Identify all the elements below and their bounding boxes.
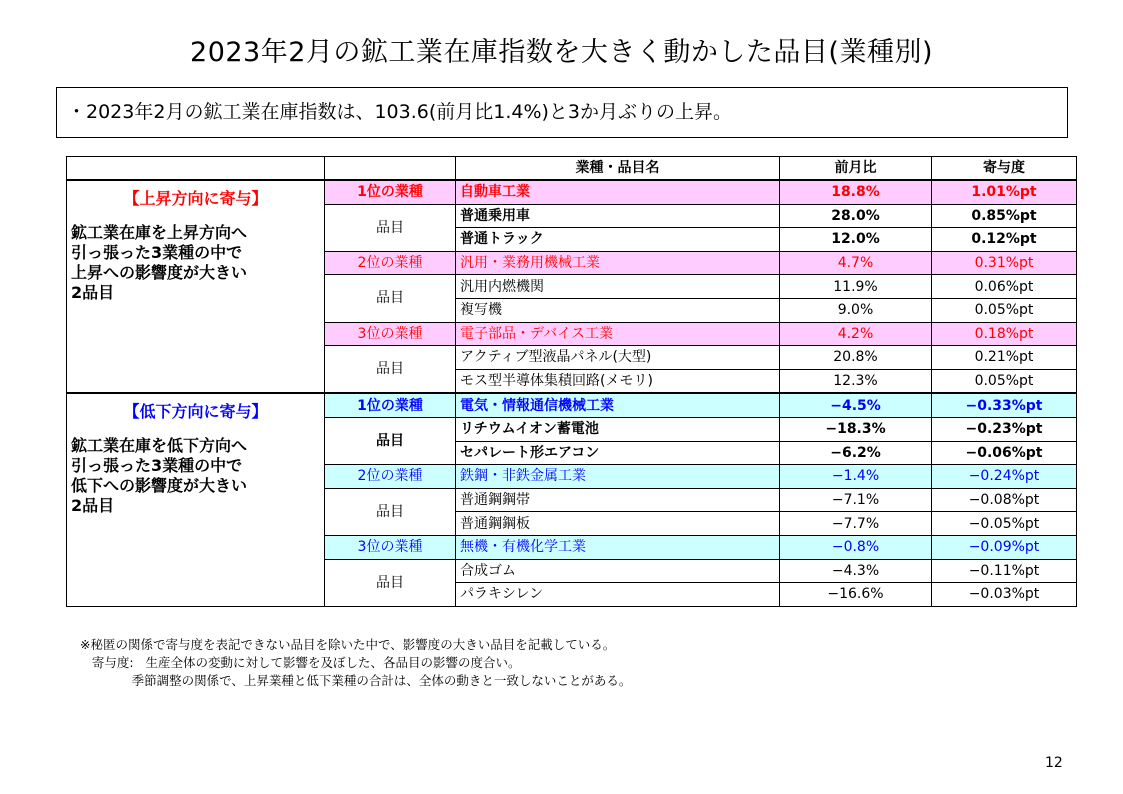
summary-box: ・2023年2月の鉱工業在庫指数は、103.6(前月比1.4%)と3か月ぶりの上昇。 xyxy=(56,87,1068,138)
item-label: 品目 xyxy=(325,559,456,606)
industry-rank: 1位の業種 xyxy=(325,180,456,204)
industry-name: 自動車工業 xyxy=(456,180,780,204)
industry-mom: 18.8% xyxy=(780,180,932,204)
footnote-line: 寄与度: 生産全体の変動に対して影響を及ぼした、各品目の影響の度合い。 xyxy=(80,655,521,670)
item-mom: −18.3% xyxy=(780,417,932,441)
industry-rank: 2位の業種 xyxy=(325,465,456,489)
item-mom: −7.7% xyxy=(780,512,932,536)
header-contribution: 寄与度 xyxy=(932,157,1077,181)
item-name: 普通トラック xyxy=(456,228,780,252)
footnotes xyxy=(80,636,631,690)
header-blank-2 xyxy=(325,157,456,181)
industry-row-down-1 xyxy=(67,393,1077,417)
item-mom: 20.8% xyxy=(780,346,932,370)
item-mom: 28.0% xyxy=(780,204,932,228)
table-header-row xyxy=(67,157,1077,181)
industry-mom: 4.7% xyxy=(780,251,932,275)
item-name: パラキシレン xyxy=(456,583,780,607)
item-mom: 12.0% xyxy=(780,228,932,252)
item-name: セパレート形エアコン xyxy=(456,441,780,465)
item-name: モス型半導体集積回路(メモリ) xyxy=(456,369,780,393)
item-name: 普通鋼鋼帯 xyxy=(456,488,780,512)
page-number: 12 xyxy=(1045,755,1063,771)
item-label: 品目 xyxy=(325,488,456,535)
industry-contrib: 0.31%pt xyxy=(932,251,1077,275)
item-contrib: −0.23%pt xyxy=(932,417,1077,441)
industry-rank: 3位の業種 xyxy=(325,535,456,559)
footnote-line: 季節調整の関係で、上昇業種と低下業種の合計は、全体の動きと一致しないことがある。 xyxy=(80,673,632,688)
item-contrib: −0.08%pt xyxy=(932,488,1077,512)
up-section-desc: 鉱工業在庫を上昇方向へ 引っ張った3業種の中で 上昇への影響度が大きい 2品目 xyxy=(71,223,248,302)
item-mom: 12.3% xyxy=(780,369,932,393)
item-label: 品目 xyxy=(325,346,456,394)
item-contrib: 0.85%pt xyxy=(932,204,1077,228)
item-name: アクティブ型液晶パネル(大型) xyxy=(456,346,780,370)
industry-rank: 3位の業種 xyxy=(325,322,456,346)
item-mom: −7.1% xyxy=(780,488,932,512)
industry-contrib: 1.01%pt xyxy=(932,180,1077,204)
item-name: 普通乗用車 xyxy=(456,204,780,228)
item-contrib: −0.05%pt xyxy=(932,512,1077,536)
item-contrib: 0.21%pt xyxy=(932,346,1077,370)
industry-contrib: −0.09%pt xyxy=(932,535,1077,559)
item-contrib: 0.05%pt xyxy=(932,369,1077,393)
item-mom: 11.9% xyxy=(780,275,932,299)
header-name: 業種・品目名 xyxy=(456,157,780,181)
industry-name: 電子部品・デバイス工業 xyxy=(456,322,780,346)
item-contrib: 0.12%pt xyxy=(932,228,1077,252)
item-mom: 9.0% xyxy=(780,298,932,322)
item-mom: −6.2% xyxy=(780,441,932,465)
industry-mom: −1.4% xyxy=(780,465,932,489)
industry-contrib: −0.33%pt xyxy=(932,393,1077,417)
item-name: リチウムイオン蓄電池 xyxy=(456,417,780,441)
item-contrib: −0.11%pt xyxy=(932,559,1077,583)
item-label: 品目 xyxy=(325,417,456,464)
item-name: 複写機 xyxy=(456,298,780,322)
industry-row-up-1 xyxy=(67,180,1077,204)
industry-name: 鉄鋼・非鉄金属工業 xyxy=(456,465,780,489)
item-name: 合成ゴム xyxy=(456,559,780,583)
header-mom: 前月比 xyxy=(780,157,932,181)
up-section-label xyxy=(67,180,325,393)
item-contrib: 0.05%pt xyxy=(932,298,1077,322)
item-contrib: −0.06%pt xyxy=(932,441,1077,465)
header-blank xyxy=(67,157,325,181)
item-label: 品目 xyxy=(325,204,456,251)
down-section-title: 【低下方向に寄与】 xyxy=(123,402,268,422)
industry-name: 汎用・業務用機械工業 xyxy=(456,251,780,275)
down-section-desc: 鉱工業在庫を低下方向へ 引っ張った3業種の中で 低下への影響度が大きい 2品目 xyxy=(71,436,248,516)
industry-mom: −0.8% xyxy=(780,535,932,559)
item-name: 普通鋼鋼板 xyxy=(456,512,780,536)
industry-mom: 4.2% xyxy=(780,322,932,346)
industry-mom: −4.5% xyxy=(780,393,932,417)
up-section-title: 【上昇方向に寄与】 xyxy=(123,189,268,208)
down-section-label xyxy=(67,393,325,606)
item-name: 汎用内燃機関 xyxy=(456,275,780,299)
industry-rank: 2位の業種 xyxy=(325,251,456,275)
item-mom: −4.3% xyxy=(780,559,932,583)
contribution-table xyxy=(66,156,1077,607)
industry-name: 電気・情報通信機械工業 xyxy=(456,393,780,417)
item-mom: −16.6% xyxy=(780,583,932,607)
item-contrib: −0.03%pt xyxy=(932,583,1077,607)
item-label: 品目 xyxy=(325,275,456,322)
page-title: 2023年2月の鉱工業在庫指数を大きく動かした品目(業種別) xyxy=(190,37,933,68)
footnote-line: ※秘匿の関係で寄与度を表記できない品目を除いた中で、影響度の大きい品目を記載している。 xyxy=(80,637,616,652)
industry-contrib: 0.18%pt xyxy=(932,322,1077,346)
item-contrib: 0.06%pt xyxy=(932,275,1077,299)
industry-contrib: −0.24%pt xyxy=(932,465,1077,489)
industry-name: 無機・有機化学工業 xyxy=(456,535,780,559)
industry-rank: 1位の業種 xyxy=(325,393,456,417)
